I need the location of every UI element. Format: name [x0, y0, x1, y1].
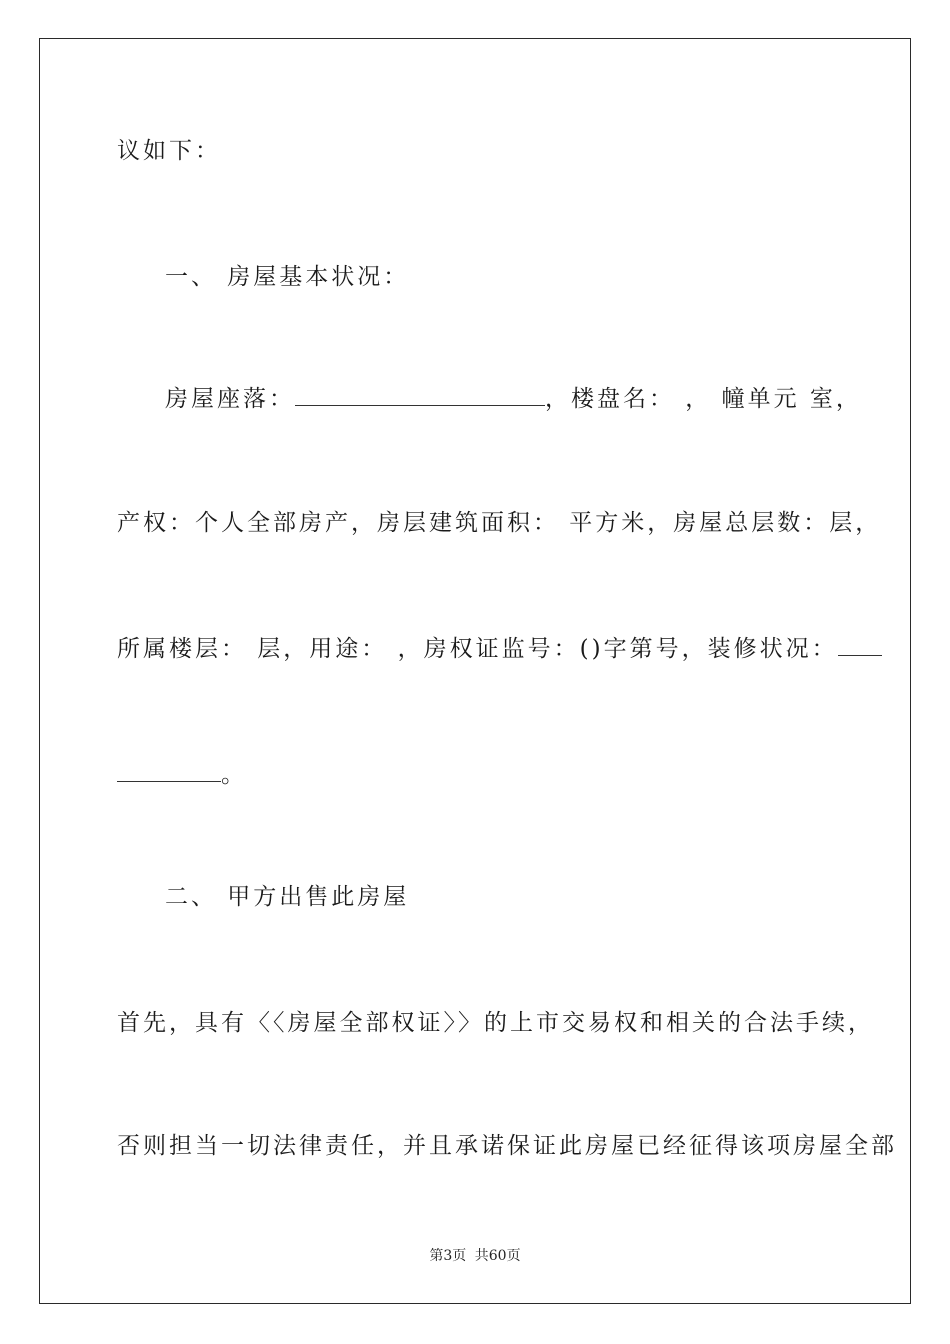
- text-line-first: 首先，具有〈〈房屋全部权证〉〉的上市交易权和相关的合法手续，: [117, 1010, 874, 1036]
- text-line-otherwise: 否则担当一切法律责任，并且承诺保证此房屋已经征得该项房屋全部: [117, 1133, 897, 1159]
- page-border: [39, 38, 911, 1304]
- location-label: 房屋座落：: [165, 386, 295, 412]
- section-heading-1: 一、 房屋基本状况：: [165, 264, 410, 290]
- text-line-1: 议如下：: [117, 138, 221, 164]
- text-line-location: [165, 384, 862, 414]
- period: 。: [221, 762, 247, 788]
- location-blank: [295, 385, 545, 406]
- text-line-blank-end: [117, 760, 247, 790]
- building-info: ，楼盘名： ， 幢单元 室，: [545, 386, 862, 412]
- page-total: 共60页: [474, 1248, 521, 1264]
- section-heading-2: 二、 甲方出售此房屋: [165, 884, 410, 910]
- decoration-blank-2: [117, 761, 221, 782]
- text-line-property: 产权：个人全部房产，房层建筑面积： 平方米，房屋总层数：层，: [117, 510, 882, 536]
- page-footer: [0, 1247, 950, 1265]
- page-number: 第3页: [429, 1248, 467, 1264]
- floor-info: 所属楼层： 层，用途： ，房权证监号：()字第号，装修状况：: [117, 636, 838, 662]
- decoration-blank-1: [838, 635, 882, 656]
- text-line-floor: [117, 634, 882, 664]
